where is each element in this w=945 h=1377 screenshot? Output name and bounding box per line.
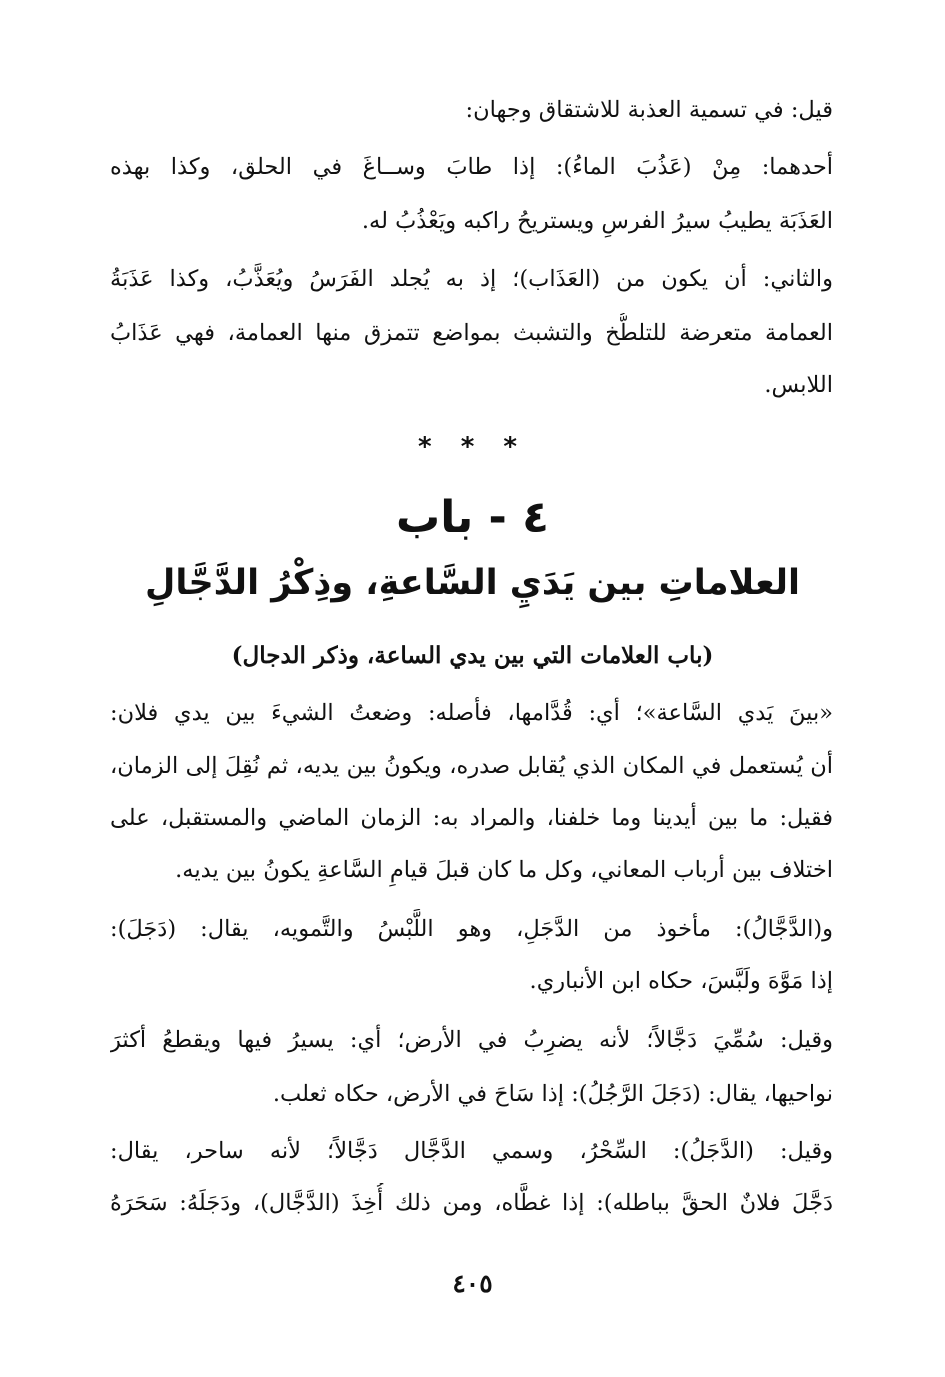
text-line: والثاني: أن يكون من (العَذَاب)؛ إذ به يُجلد الفَرَسُ ويُعَذَّبُ، وكذا عَذَبَةُ: [110, 266, 833, 292]
chapter-subtitle: (باب العلامات التي بين يدي الساعة، وذكر الدجال): [231, 642, 714, 669]
text-line: فقيل: ما بين أيدينا وما خلفنا، والمراد به: الزمان الماضي والمستقبل، على: [110, 805, 833, 831]
text-line: وقيل: (الدَّجَلُ): السِّحْرُ، وسمي الدَّجَّال دَجَّالاً؛ لأنه ساحر، يقال:: [110, 1138, 833, 1164]
text-line: أن يُستعمل في المكان الذي يُقابل صدره، ويكونُ بين يديه، ثم نُقِلَ إلى الزمان،: [110, 753, 833, 779]
text-line: و(الدَّجَّالُ): مأخوذ من الدَّجَلِ، وهو اللَّبْسُ والتَّمويه، يقال: (دَجَلَ):: [110, 916, 833, 942]
text-line: العَذَبَة يطيبُ سيرُ الفرسِ ويستريحُ راكبه ويَعْذُبُ له.: [361, 208, 833, 234]
text-line: أحدهما: مِنْ (عَذُبَ الماءُ): إذا طابَ وســاغَ في الحلق، وكذا بهذه: [110, 154, 833, 180]
chapter-title: العلاماتِ بين يَدَيِ السَّاعةِ، وذِكْرُ الدَّجَّالِ: [144, 563, 800, 603]
text-line: «بينَ يَدي السَّاعة»؛ أي: قُدَّامها، فأصله: وضعتُ الشيءَ بين يدي فلان:: [110, 700, 833, 726]
text-line: دَجَّلَ فلانٌ الحقَّ بباطله): إذا غطَّاه، ومن ذلك أُخِذَ (الدَّجَّال)، ودَجَلَهُ: سَحَرَهُ: [110, 1190, 833, 1216]
text-line: وقيل: سُمِّيَ دَجَّالاً؛ لأنه يضرِبُ في الأرض؛ أي: يسيرُ فيها ويقطعُ أكثرَ: [110, 1027, 833, 1053]
text-line: نواحيها، يقال: (دَجَلَ الرَّجُلُ): إذا سَاحَ في الأرض، حكاه ثعلب.: [272, 1081, 833, 1107]
text-line: اللابس.: [764, 372, 833, 398]
section-separator: * * *: [418, 432, 527, 462]
text-line: العمامة متعرضة للتلطُّخ والتشبث بمواضع تتمزق منها العمامة، فهي عَذَابُ: [110, 320, 833, 346]
text-line: قيل: في تسمية العذبة للاشتقاق وجهان:: [465, 97, 833, 123]
text-line: إذا مَوَّهَ ولَبَّسَ، حكاه ابن الأنباري.: [529, 968, 833, 994]
chapter-number: ٤ - باب: [395, 492, 549, 543]
text-line: اختلاف بين أرباب المعاني، وكل ما كان قبلَ قيامِ السَّاعةِ يكونُ بين يديه.: [175, 857, 833, 883]
page-number: ٤٠٥: [452, 1269, 493, 1298]
